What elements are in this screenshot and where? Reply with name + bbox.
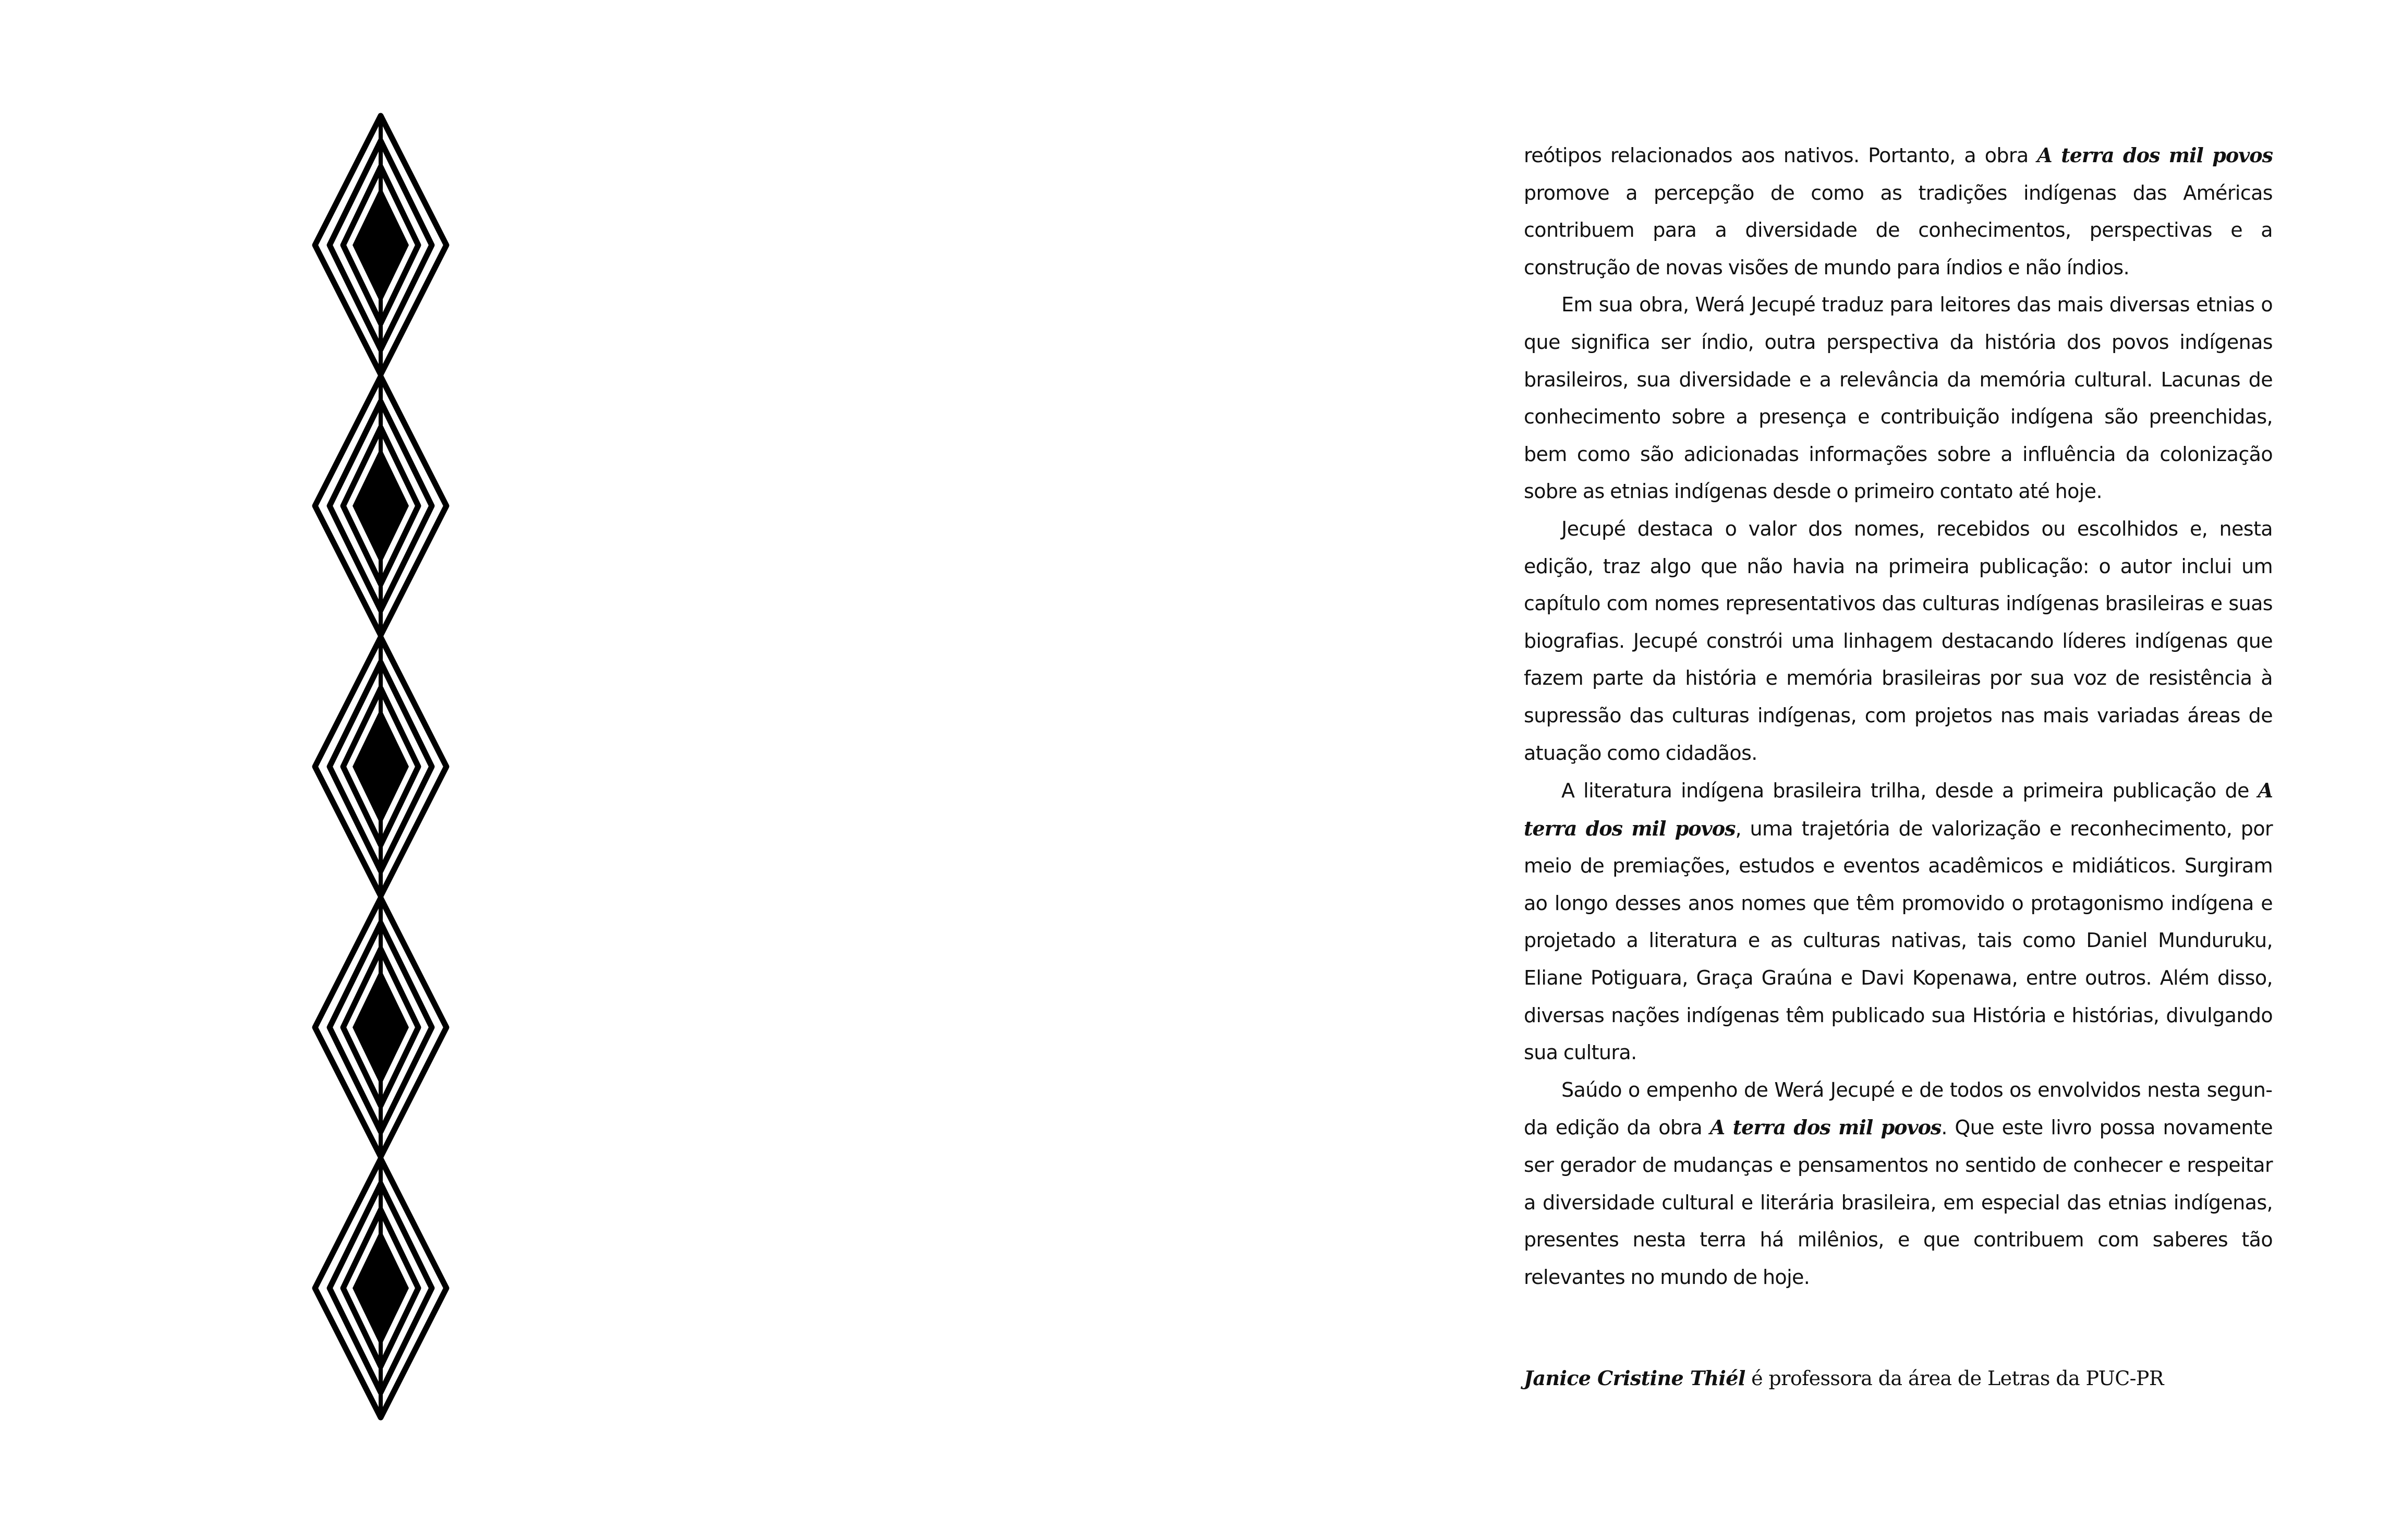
nested-diamond-icon <box>315 116 446 374</box>
body-paragraph <box>1524 137 2273 286</box>
paragraph-text: Saúdo o empenho de Werá Jecupé e de todos os envolvidos nesta segunda edição da obra <box>1524 1078 2273 1139</box>
body-paragraph <box>1524 511 2273 772</box>
signature-affiliation: é professora da área de Letras da PUC-PR <box>1745 1367 2164 1390</box>
page-body-text <box>1524 137 2273 1296</box>
book-title-emphasis: A terra dos mil povos <box>2037 143 2273 167</box>
paragraph-text: , uma trajetória de valorização e reconhecimento, por meio de premiações, estudos e eventos acadêmicos e midiáticos. Surgiram ao longo desses anos nomes que têm promovido o protagonismo indígena e projetado a literatura e as culturas nativas, tais como Daniel Munduruku, Eliane Potiguara, Graça Graúna e Davi Kopenawa, entre outros. Além disso, diversas nações indígenas têm publicado sua História e histórias, divulgando sua cultura. <box>1524 817 2273 1064</box>
diamond-ornament-graphic <box>308 110 454 1424</box>
paragraph-text: Em sua obra, Werá Jecupé traduz para leitores das mais diversas etnias o que significa ser índio, outra perspectiva da história dos povos indígenas brasileiros, sua diversidade e a relevância da memória cultural. Lacunas de conhecimento sobre a presença e contribuição indígena são preenchidas, bem como são adicionadas informações sobre a influência da colonização sobre as etnias indígenas desde o primeiro contato até hoje. <box>1524 293 2273 503</box>
signature-name: Janice Cristine Thiél <box>1524 1366 1745 1390</box>
diamond-ornament-column <box>308 110 454 1424</box>
body-paragraph <box>1524 286 2273 511</box>
nested-diamond-icon <box>315 637 446 896</box>
paragraph-text: A literatura indígena brasileira trilha, desde a primeira publicação de <box>1561 779 2258 803</box>
author-signature <box>1524 1366 2273 1390</box>
nested-diamond-icon <box>315 377 446 635</box>
paragraph-text: Jecupé destaca o valor dos nomes, recebidos ou escolhidos e, nesta edição, traz algo que não havia na primeira publicação: o autor inclui um capítulo com nomes representativos das culturas indígenas brasileiras e suas biografias. Jecupé constrói uma linhagem destacando líderes indígenas que fazem parte da história e memória brasileiras por sua voz de resistência à supressão das culturas indígenas, com projetos nas mais variadas áreas de atuação como cidadãos. <box>1524 517 2273 765</box>
paragraph-text: promove a percepção de como as tradições indígenas das Américas contribuem para a diversidade de conhecimentos, perspectivas e a construção de novas visões de mundo para índios e não índios. <box>1524 181 2273 279</box>
book-title-emphasis: A terra dos mil povos <box>1709 1115 1942 1139</box>
body-paragraph <box>1524 772 2273 1072</box>
body-paragraph <box>1524 1072 2273 1296</box>
paragraph-text: reótipos relacionados aos nativos. Portanto, a obra <box>1524 144 2037 167</box>
book-title-emphasis: A terra dos mil povos <box>1524 779 2273 840</box>
nested-diamond-icon <box>315 898 446 1157</box>
paragraph-text: . Que este livro possa novamente ser gerador de mudanças e pensamentos no sentido de conhecer e respeitar a diversidade cultural e literária brasileira, em especial das etnias indígenas, presentes nesta terra há milênios, e que contribuem com saberes tão relevantes no mundo de hoje. <box>1524 1116 2273 1289</box>
nested-diamond-icon <box>315 1159 446 1417</box>
